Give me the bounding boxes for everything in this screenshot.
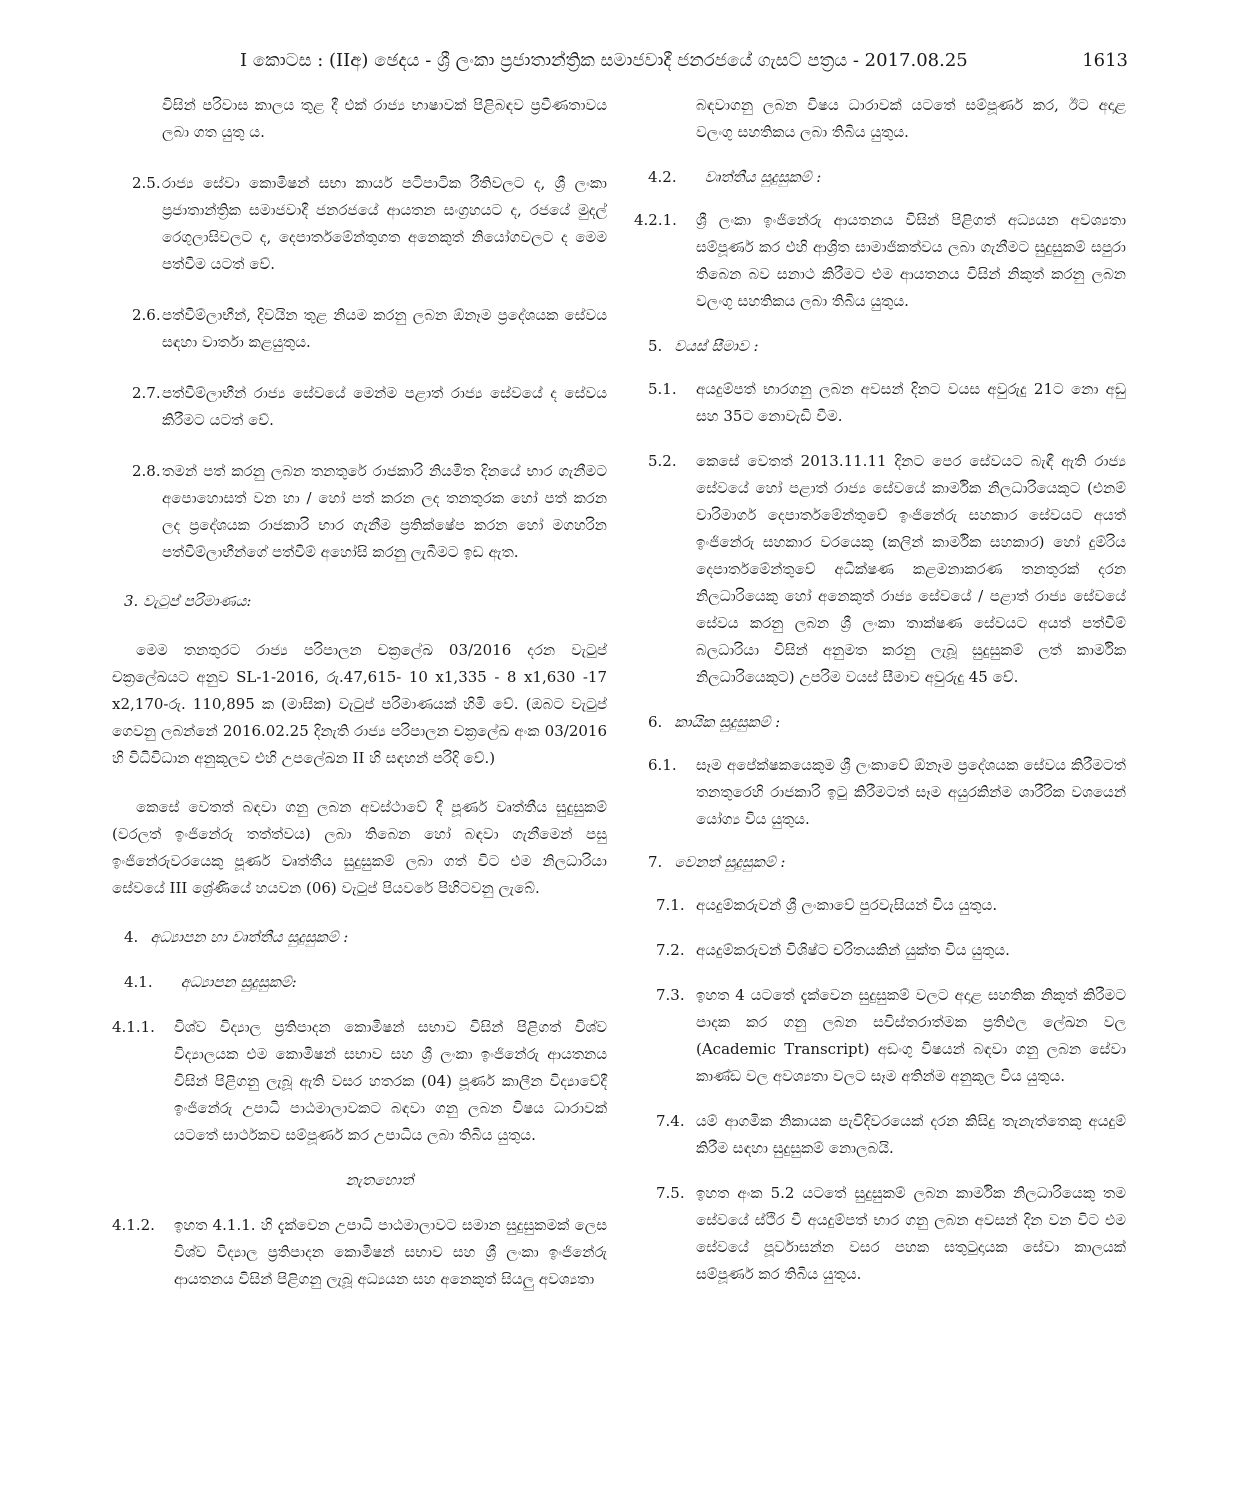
- clause-4-1-2: [112, 1212, 607, 1293]
- subsection-heading-4-1: [112, 969, 607, 996]
- salary-paragraph: මෙම තනතුරට රාජ්‍ය පරිපාලන චක්‍රලේඛ 03/2016 දරන වැටුප් චක්‍රලේඛයට අනුව SL-1-2016, රු.47,615- 10 x1,335 - 8 x1,630 -17 x2,170-රු. 110,895 ක (මාසික) වැටුප් පරිමාණයක් හිමි වේ. (ඔබට වැටුප් ගෙවනු ලබන්නේ 2016.02.25 දිනැති රාජ්‍ය පරිපාලන චක්‍රලේඛ අංක 03/2016 හි විධිවිධාන අනුකූලව එහි උපලේඛන II හි සඳහන් පරිදි වේ.): [112, 641, 607, 767]
- section-heading-3: 3. වැටුප් පරිමාණය:: [124, 592, 252, 610]
- clause-7-4: [632, 1108, 1126, 1162]
- clause-text: පත්වීම්ලාභීන්, දිවයින තුළ නියම කරනු ලබන ඕනෑම ප්‍රදේශයක සේවය සඳහා වාර්තා කළයුතුය.: [162, 306, 607, 351]
- clause-2-6: [112, 302, 607, 356]
- clause-6-1: [632, 752, 1126, 833]
- clause-number: 7.1.: [656, 896, 685, 914]
- section-title: කායික සුදුසුකම් :: [674, 713, 781, 731]
- clause-4-1-1: [112, 1014, 607, 1149]
- section-number: 4.2.: [648, 168, 677, 186]
- clause-text: ඉහත අංක 5.2 යටතේ සුදුසුකම් ලබන කාර්මික නිලධාරියෙකු තම සේවයේ ස්ථිර වී අයදුම්පත් භාර ගනු ලබන අවසන් දින වන විට එම සේවයේ පූර්වාසන්න වසර පහක සතුටුදායක සේවා කාලයක් සම්පූර්ණ කර තිබිය යුතුය.: [696, 1184, 1126, 1283]
- qualification-paragraph: කෙසේ වෙතත් බඳවා ගනු ලබන අවස්ථාවේ දී පූර්ණ වෘත්තීය සුදුසුකම් (වරලත් ඉංජිනේරු තත්ත්වය) ලබා තිබෙන හෝ බඳවා ගැනීමෙන් පසු ඉංජිනේරුවරයෙකු පූර්ණ වෘත්තීය සුදුසුකම් ලබා ගත් විට එම නිලධාරියා සේවයේ III ශ්‍රේණියේ හයවන (06) වැටුප් පියවරේ පිහිටවනු ලැබේ.: [112, 798, 607, 897]
- clause-5-2: [632, 448, 1126, 691]
- clause-text: අයදුම්කරුවන් විශිෂ්ට චරිතයකින් යුක්ත විය යුතුය.: [696, 941, 1010, 959]
- clause-5-1: [632, 376, 1126, 430]
- clause-text: සෑම අපේක්ෂකයෙකුම ශ්‍රී ලංකාවේ ඕනෑම ප්‍රදේශයක සේවය කිරීමටත් තනතුරෙහි රාජකාරි ඉටු කිරීමටත් සෑම අයුරකින්ම ශාරීරික වශයෙන් යෝග්‍ය විය යුතුය.: [696, 756, 1126, 828]
- clause-number: 5.1.: [648, 380, 677, 398]
- section-number: 4.1.: [124, 973, 153, 991]
- clause-text: යම් ආගමික නිකායක පැවිදිවරයෙක් දරන කිසිදු තැනැත්තෙකු අයදුම් කිරීම සඳහා සුදුසුකම් නොලබයි.: [696, 1112, 1126, 1157]
- clause-7-3: [632, 982, 1126, 1090]
- continued-text: බඳවාගනු ලබන විෂය ධාරාවක් යටතේ සම්පූර්ණ කර, ඊට අදාළ වලංගු සහතිකය ලබා තිබිය යුතුය.: [696, 96, 1126, 141]
- subsection-heading-4-2: [632, 164, 1126, 191]
- section-heading-6: [632, 709, 1126, 736]
- section-heading-4: [112, 924, 607, 951]
- clause-number: 5.2.: [648, 452, 677, 470]
- clause-text: රාජ්‍ය සේවා කොමිෂන් සභා කාර්ය පටිපාටික රීතිවලට ද, ශ්‍රී ලංකා ප්‍රජාතාන්ත්‍රික සමාජවාදී ජනරජයේ ආයතන සංග්‍රහයට ද, රජයේ මුදල් රෙගුලාසිවලට ද, දෙපාර්තමේන්තුගත අනෙකුත් නියෝගවලට ද මෙම පත්වීම යටත් වේ.: [162, 174, 607, 273]
- clause-text: ඉහත 4.1.1. හි දැක්වෙන උපාධි පාඨමාලාවට සමාන සුදුසුකමක් ලෙස විශ්ව විද්‍යාල ප්‍රතිපාදන කොමිෂන් සභාව සහ ශ්‍රී ලංකා ඉංජිනේරු ආයතනය විසින් පිළිගනු ලැබූ අධ්‍යයන සහ අනෙකුත් සියලු අවශ්‍යතා: [174, 1216, 607, 1288]
- page-number: 1613: [1082, 50, 1128, 71]
- clause-2-8: [112, 458, 607, 566]
- clause-text: අයදුම්පත් භාරගනු ලබන අවසන් දිනට වයස අවුරුදු 21ට නො අඩු සහ 35ට නොවැඩි වීම.: [696, 380, 1126, 425]
- or-separator: නැතහොත්: [345, 1171, 414, 1189]
- section-number: 5.: [648, 337, 663, 355]
- clause-text: ඉහත 4 යටතේ දැක්වෙන සුදුසුකම් වලට අදාළ සහතික නිකුත් කිරීමට පාදක කර ගනු ලබන සවිස්තරාත්මක ප්‍රතිඵල ලේඛන වල (Academic Transcript) අඩංගු විෂයන් බඳවා ගනු ලබන සේවා කාණ්ඩ වල අවශ්‍යතා වලට සෑම අතින්ම අනුකූල විය යුතුය.: [696, 986, 1126, 1085]
- header-title: I කොටස : (IIඅ) ඡෙදය - ශ්‍රී ලංකා ප්‍රජාතාන්ත්‍රික සමාජවාදී ජනරජයේ ගැසට් පත්‍රය - 2017.08.25: [240, 50, 968, 71]
- clause-number: 4.2.1.: [634, 211, 677, 229]
- section-title: අධ්‍යාපන හා වෘත්තීය සුදුසුකම් :: [150, 928, 349, 946]
- clause-number: 4.1.2.: [112, 1216, 155, 1234]
- section-number: 7.: [648, 853, 663, 871]
- clause-number: 7.5.: [656, 1184, 685, 1202]
- clause-7-2: [632, 937, 1126, 964]
- clause-number: 2.8.: [132, 462, 161, 480]
- page-header: [240, 46, 1130, 76]
- clause-number: 2.7.: [132, 384, 161, 402]
- continued-text: විසින් පරිවාස කාලය තුළ දී එක් රාජ්‍ය භාෂාවක් පිළිබඳව ප්‍රවීණතාවය ලබා ගත යුතු ය.: [162, 96, 607, 141]
- clause-number: 7.4.: [656, 1112, 685, 1130]
- clause-text: අයදුම්කරුවන් ශ්‍රී ලංකාවේ පුරවැසියන් විය යුතුය.: [696, 896, 998, 914]
- clause-2-7: [112, 380, 607, 434]
- clause-text: පත්වීම්ලාභීන් රාජ්‍ය සේවයේ මෙන්ම පළාත් රාජ්‍ය සේවයේ ද සේවය කිරීමට යටත් වේ.: [162, 384, 607, 429]
- section-heading-5: [632, 333, 1126, 360]
- section-number: 6.: [648, 713, 663, 731]
- clause-number: 7.2.: [656, 941, 685, 959]
- section-heading-7: [632, 849, 1126, 876]
- clause-number: 6.1.: [648, 756, 677, 774]
- clause-text: තමන් පත් කරනු ලබන තනතුරේ රාජකාරි නියමිත දිනයේ භාර ගැනීමට අපොහොසත් වන හා / හෝ පත් කරන ලද තනතුරක හෝ පත් කරන ලද ප්‍රදේශයක රාජකාරි භාර ගැනීම ප්‍රතික්ෂේප කරන හෝ මගහරින පත්වීම්ලාභීන්ගේ පත්වීම් අහෝසි කරනු ලැබීමට ඉඩ ඇත.: [162, 462, 607, 561]
- clause-text: ශ්‍රී ලංකා ඉංජිනේරු ආයතනය විසින් පිළිගත් අධ්‍යයන අවශ්‍යතා සම්පූර්ණ කර එහි ආශ්‍රිත සාමාජිකත්වය ලබා ගැනීමට සුදුසුකම් සපුරා තිබෙන බව සනාථ කිරීමට එම ආයතනය විසින් නිකුත් කරනු ලබන වලංගු සහතිකය ලබා තිබිය යුතුය.: [696, 211, 1126, 310]
- section-title: අධ්‍යාපන සුදුසුකම්:: [180, 973, 297, 991]
- clause-text: විශ්ව විද්‍යාල ප්‍රතිපාදන කොමිෂන් සභාව විසින් පිළිගත් විශ්ව විද්‍යාලයක එම කොමිෂන් සභාව සහ ශ්‍රී ලංකා ඉංජිනේරු ආයතනය විසින් පිළිගනු ලැබූ ඇති වසර හතරක (04) පූර්ණ කාලීන විද්‍යාවේදී ඉංජිනේරු උපාධි පාඨමාලාවකට බඳවා ගනු ලබන විෂය ධාරාවක් යටතේ සාර්ථකව සම්පූර්ණ කර උපාධිය ලබා තිබිය යුතුය.: [174, 1018, 607, 1144]
- left-column: [112, 92, 607, 1293]
- clause-2-5: [112, 170, 607, 278]
- clause-number: 2.6.: [132, 306, 161, 324]
- clause-text: කෙසේ වෙතත් 2013.11.11 දිනට පෙර සේවයට බැඳී ඇති රාජ්‍ය සේවයේ හෝ පළාත් රාජ්‍ය සේවයේ කාර්මික නිලධාරියෙකුට (එනම් වාරිමාර්ග දෙපාර්තමේන්තුවේ ඉංජිනේරු සහකාර සේවයට අයත් ඉංජිනේරු සහකාර වරයෙකු (කලින් කාර්මික සහකාර) හෝ දුම්රිය දෙපාර්තමේන්තුවේ අධීක්ෂණ කළමනාකරණ තනතුරක් දරන නිලධාරියෙකු හෝ අනෙකුත් රාජ්‍ය සේවයේ / පළාත් රාජ්‍ය සේවයේ සේවය කරනු ලබන ශ්‍රී ලංකා තාක්ෂණ සේවයට අයත් පත්වීම් බලධාරියා විසින් අනුමත කරනු ලැබූ සුදුසුකම් ලත් කාර්මික නිලධාරියෙකුට) උපරිම වයස් සීමාව අවුරුදු 45 වේ.: [696, 452, 1126, 686]
- clause-number: 7.3.: [656, 986, 685, 1004]
- clause-7-1: [632, 892, 1126, 919]
- section-title: වයස් සීමාව :: [674, 337, 759, 355]
- section-title: වෙනත් සුදුසුකම් :: [674, 853, 786, 871]
- clause-number: 4.1.1.: [112, 1018, 155, 1036]
- clause-4-2-1: [632, 207, 1126, 315]
- right-column: [632, 92, 1126, 1288]
- clause-number: 2.5.: [132, 174, 161, 192]
- clause-7-5: [632, 1180, 1126, 1288]
- section-number: 4.: [124, 928, 139, 946]
- section-title: වෘත්තීය සුදුසුකම් :: [704, 168, 822, 186]
